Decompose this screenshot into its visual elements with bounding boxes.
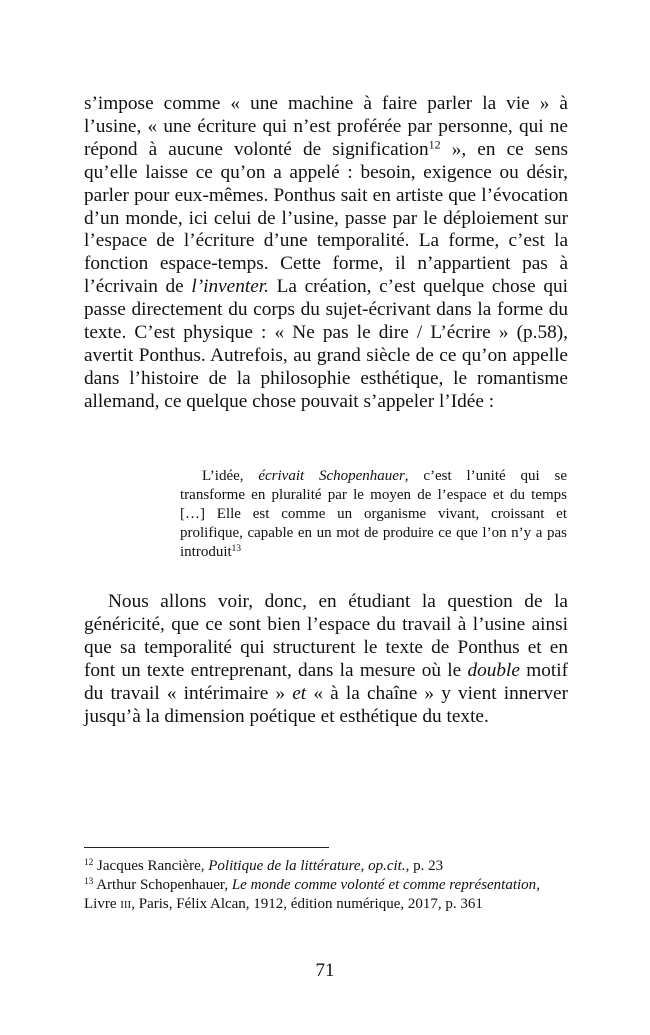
para1-text-b: », en ce sens qu’elle laisse ce qu’on a appelé : besoin, exigence ou désir, parler pour eux-mêmes. Ponthus sait en artiste que l’évocation d’un monde, ici celui de l’usine, passe par le déploiement sur l’espace de l’écriture d’une temporalité. La forme, c’est la fonction espace-temps. Cette forme, il n’appartient pas à l’écrivain de <box>84 138 568 298</box>
footnote-title: Le monde comme volonté et comme représentation <box>231 877 537 894</box>
body-paragraph-2 <box>84 591 568 728</box>
footnote-text: Jacques Rancière, <box>93 858 209 874</box>
footnote-number: 12 <box>84 857 94 868</box>
para2-text-c: « à la chaîne » y vient innerver jusqu’à la dimension poétique et esthétique du texte. <box>84 682 568 727</box>
footnote-ref-12[interactable]: 12 <box>428 137 441 152</box>
body-paragraph-1 <box>84 93 568 414</box>
footnote-roman-numeral: iii <box>120 896 132 913</box>
footnote-text: , Paris, Félix Alcan, 1912, édition numérique, 2017, p. 361 <box>131 896 483 913</box>
para2-text-b: motif du travail « intérimaire » <box>84 659 569 704</box>
footnote-text: , <box>360 858 369 874</box>
quote-text-a: L’idée, <box>202 468 259 484</box>
para1-text-c: La création, c’est quelque chose qui passe directement du corps du sujet-écrivant dans la forme du texte. C’est physique : « Ne pas le dire / L’écrire » (p.58), avertit Ponthus. Autrefois, au grand siècle de ce qu’on appelle dans l’histoire de la philosophie esthétique, le romantisme allemand, ce quelque chose pouvait s’appeler l’Idée : <box>84 276 568 412</box>
quote-text-b: , c’est l’unité qui se transforme en pluralité par le moyen de l’espace et du temps […] Elle est comme un organisme vivant, croissant et prolifique, capable en un mot de produire ce que l’on n’y a pas introduit <box>180 468 567 561</box>
footnote-emphasis: op.cit., <box>368 858 410 874</box>
footnotes <box>84 857 568 915</box>
footnote-13 <box>84 876 568 914</box>
footnote-text: Arthur Schopenhauer, <box>93 877 232 894</box>
footnote-text: , Livre <box>84 877 540 913</box>
para2-text-a: Nous allons voir, donc, en étudiant la question de la généricité, que ce sont bien l’espace du travail à l’usine ainsi que sa temporalité qui structurent le texte de Ponthus et en font un texte entreprenant, dans la mesure où le <box>84 591 568 681</box>
footnote-ref-13[interactable]: 13 <box>231 544 241 555</box>
footnote-title: Politique de la littérature <box>208 858 361 874</box>
page-number: 71 <box>315 960 335 981</box>
quote-emphasis: écrivait Schopenhauer <box>258 468 405 484</box>
block-quote <box>180 467 567 562</box>
para2-emphasis-double: double <box>467 659 520 681</box>
footnote-text: p. 23 <box>409 858 444 874</box>
para1-emphasis-inventer: l’inventer. <box>191 276 269 298</box>
footnote-separator <box>84 847 329 848</box>
para2-emphasis-et: et <box>292 682 307 704</box>
footnote-number: 13 <box>84 877 94 888</box>
para1-text-a: s’impose comme « une machine à faire parler la vie » à l’usine, « une écriture qui n’est proférée par personne, qui ne répond à aucune volonté de signification <box>84 93 568 160</box>
footnote-12 <box>84 857 568 876</box>
